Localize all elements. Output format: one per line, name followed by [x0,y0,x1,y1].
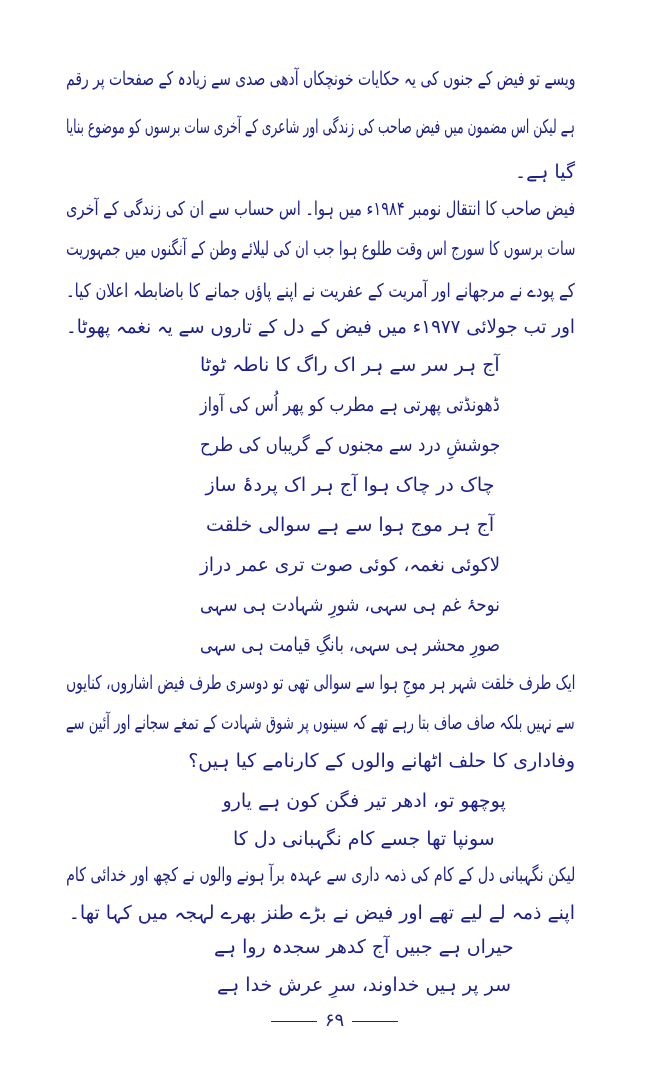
paragraph-2-line-4: اور تب جولائی ۱۹۷۷ء میں فیض کے دل کے تاروں سے یہ نغمہ پھوٹا۔ [66,316,575,338]
paragraph-3-line-3: وفاداری کا حلف اٹھانے والوں کے کارنامے کیا ہیں؟ [188,750,575,772]
footer-rule-left [271,1021,317,1022]
paragraph-2-line-3: کے پودے نے مرجھانے اور آمریت کے عفریت نے اپنے پاؤں جمانے کا باضابطہ اعلان کیا۔ [66,280,575,302]
paragraph-2-line-2: سات برسوں کا سورج اس وقت طلوع ہوا جب ان کی لیلائے وطن کے آنگنوں میں جمہوریت [65,238,575,260]
verse-1-line-3: جوششِ درد سے مجنوں کے گریباں کی طرح [200,434,501,456]
verse-1-line-6: لاکوئی نغمہ، کوئی صوت تری عمر دراز [200,554,501,576]
paragraph-3-line-2: سے نہیں بلکہ صاف صاف بتا رہے تھے کہ سینوں پر شوق شہادت کے تمغے سجانے اور آئین سے [66,712,575,734]
paragraph-3-line-1: ایک طرف خلقت شہر ہر موجِ ہوا سے سوالی تھی تو دوسری طرف فیض اشاروں، کنایوں [65,672,575,694]
paragraph-4-line-2: اپنے ذمہ لے لیے تھے اور فیض نے بڑے طنز بھرے لہجہ میں کہا تھا۔ [68,902,575,924]
paragraph-4-line-1: لیکن نگہبانی دل کے کام کی ذمہ داری سے عہدہ برآ ہونے والوں نے کچھ اور خدائی کام [65,864,575,886]
footer-rule-right [352,1021,398,1022]
verse-1-line-8: صورِ محشر ہی سہی، بانگِ قیامت ہی سہی [200,634,500,656]
paragraph-1-line-1: ویسے تو فیض کے جنوں کی یہ حکایات خونچکاں آدھی صدی سے زیادہ کے صفحات پر رقم [65,68,575,90]
verse-1-line-1: آج ہر سر سے ہر اک راگ کا ناطہ ٹوٹا [200,354,500,376]
verse-1-line-7: نوحۂ غم ہی سہی، شورِ شہادت ہی سہی [200,594,500,616]
paragraph-2-line-1: فیض صاحب کا انتقال نومبر ۱۹۸۴ء میں ہوا۔ اس حساب سے ان کی زندگی کے آخری [65,198,575,220]
verse-3-line-2: سر پر ہیں خداوند، سرِ عرش خدا ہے [217,974,512,996]
verse-2-line-2: سونپا تھا جسے کام نگہبانی دل کا [233,828,495,850]
paragraph-1-line-2: ہے لیکن اس مضمون میں فیض صاحب کی زندگی اور شاعری کے آخری سات برسوں کو موضوع بنایا [66,116,575,138]
page-number: ۶۹ [324,1010,345,1031]
verse-1-line-4: چاک در چاک ہوا آج ہر اک پردۂ ساز [205,474,495,496]
paragraph-1-line-3: گیا ہے۔ [514,161,575,183]
verse-1-line-2: ڈھونڈتی پھرتی ہے مطرب کو پھر اُس کی آواز [200,394,500,416]
verse-3-line-1: حیراں ہے جبیں آج کدھر سجدہ روا ہے [214,936,514,958]
verse-1-line-5: آج ہر موج ہوا سے ہے سوالی خلقت [206,514,495,536]
page-number-footer [0,1010,669,1031]
verse-2-line-1: پوچھو تو، ادھر تیر فگن کون ہے یارو [222,790,506,812]
